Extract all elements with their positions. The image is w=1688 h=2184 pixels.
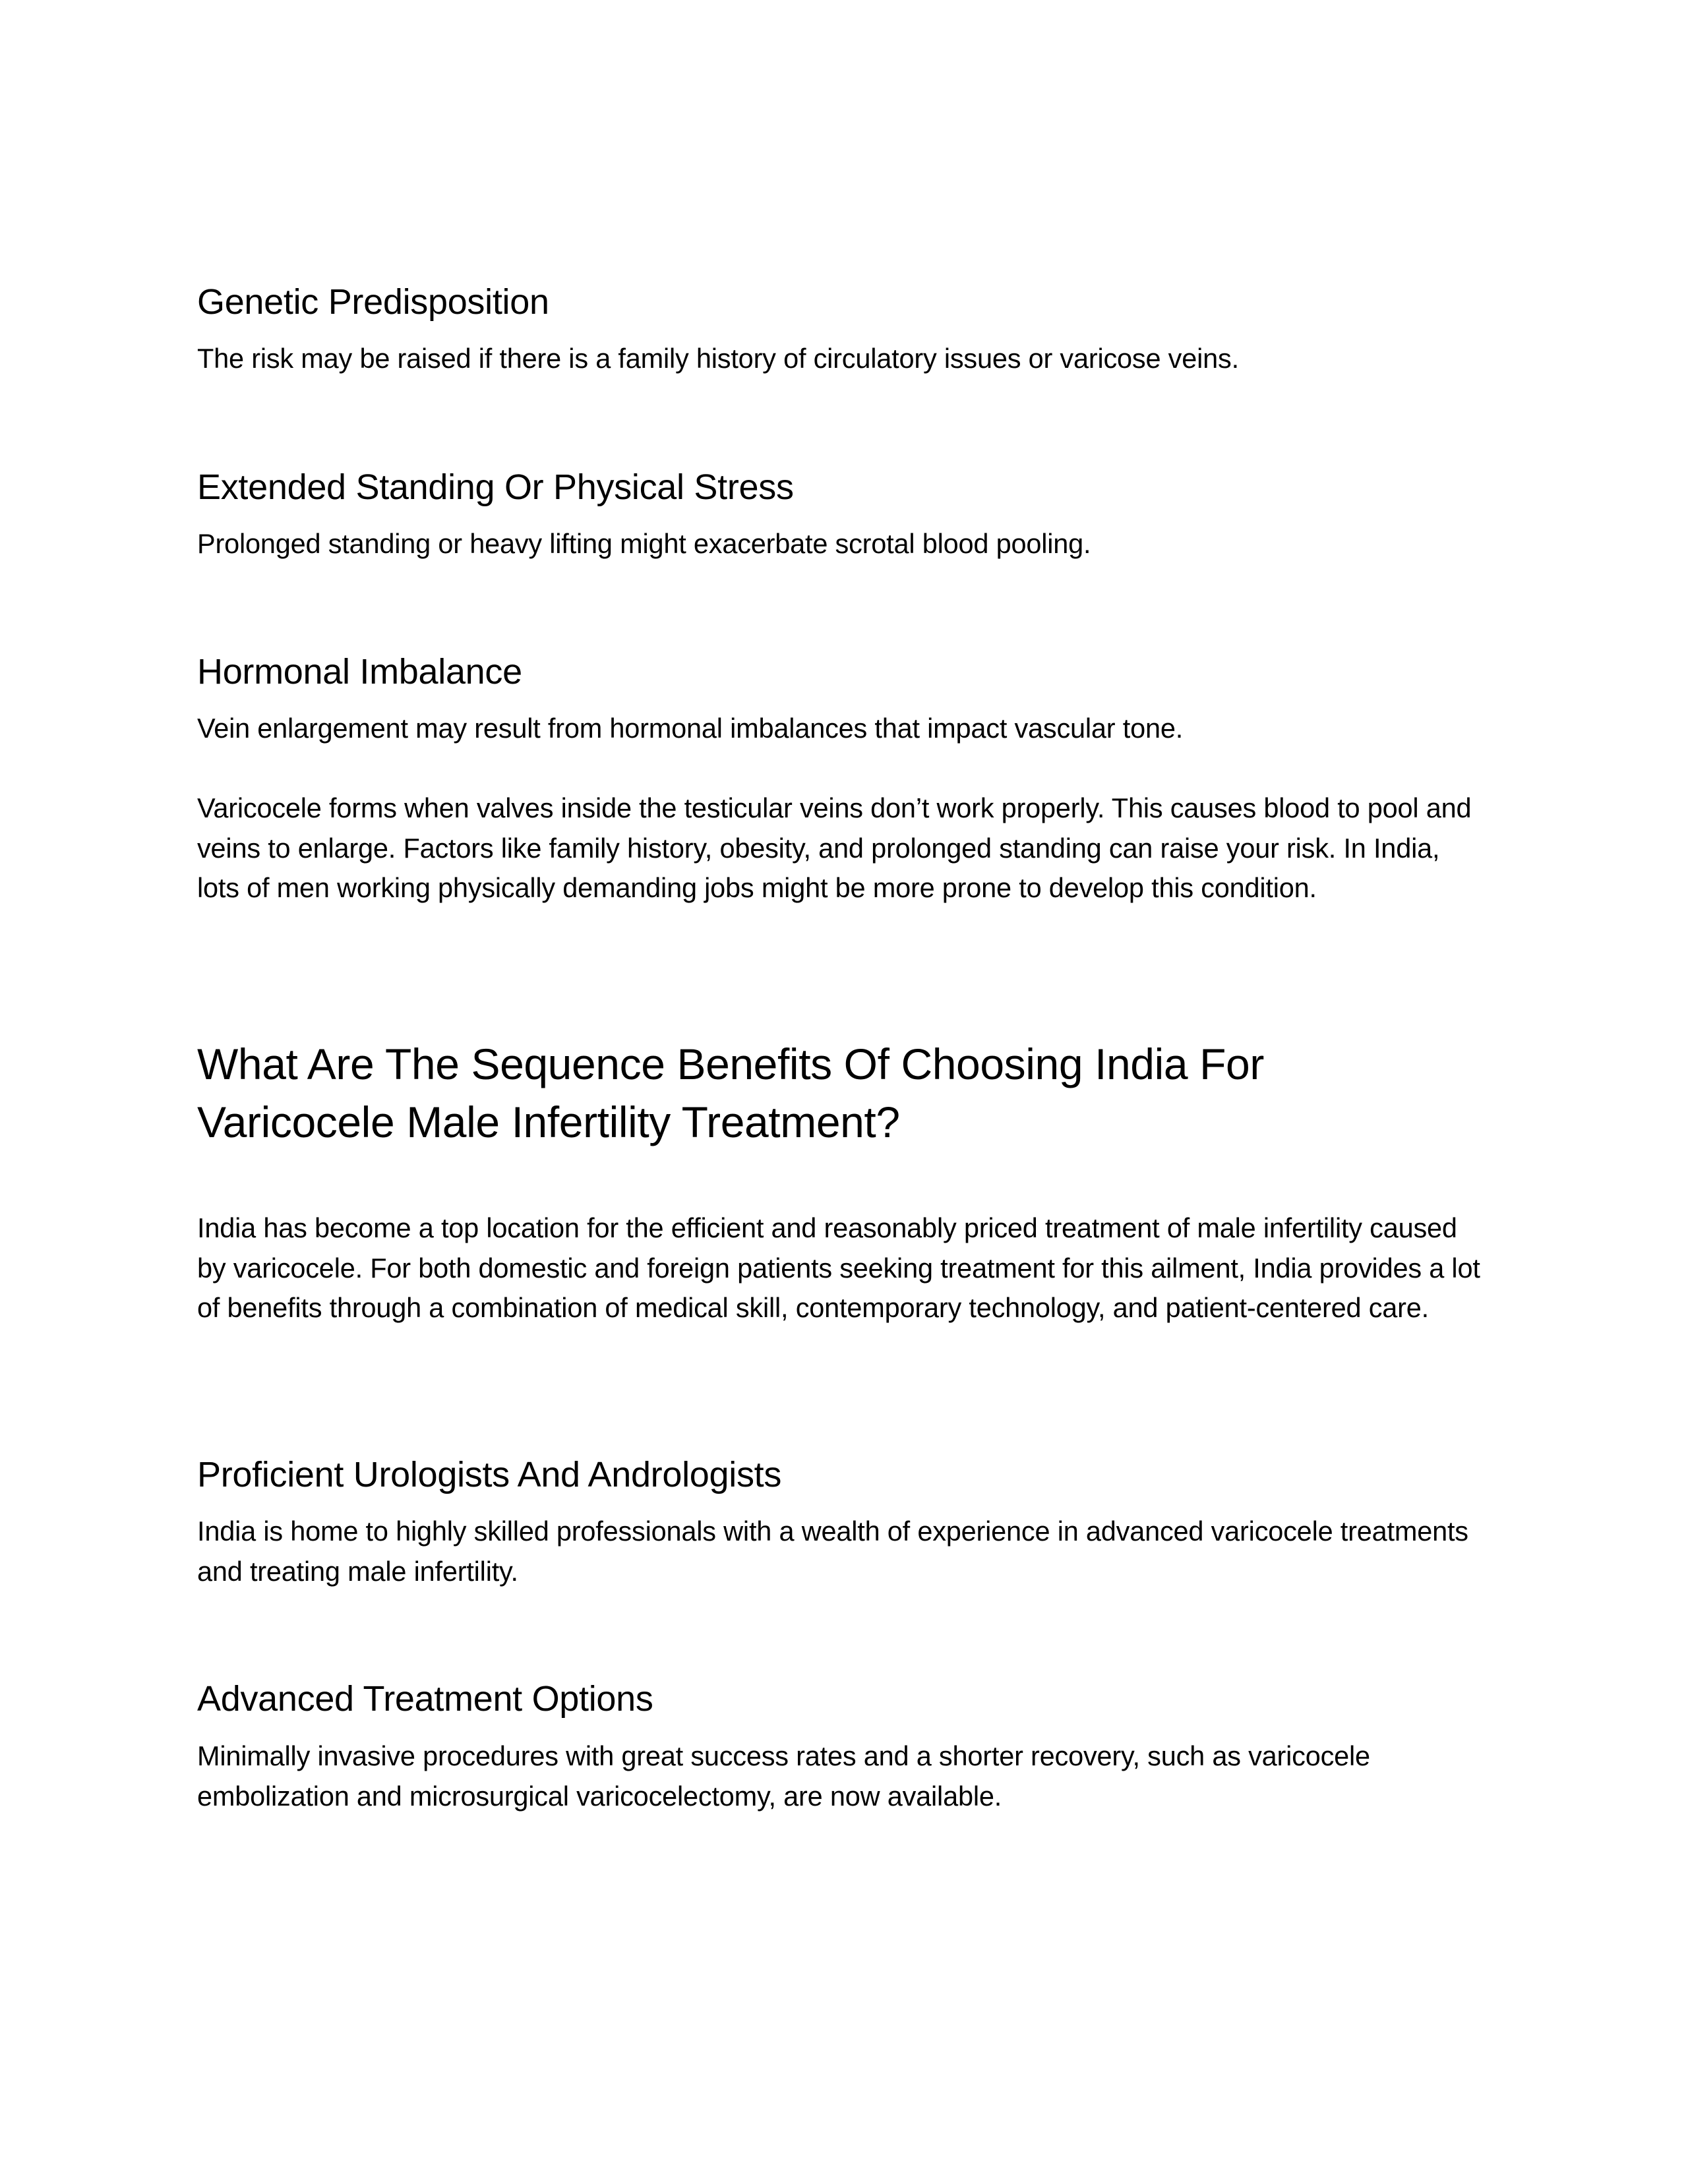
paragraph-varicocele-summary: Varicocele forms when valves inside the testicular veins don’t work properly. This causes blood to pool and veins to enlarge. Factors like family history, obesity, and prolonged standing can raise your risk. In India, lots of men working physically demanding jobs might be more prone to develop this condition. [197,792,1472,903]
paragraph-india-intro: India has become a top location for the efficient and reasonably priced treatment of male infertility caused by varicocele. For both domestic and foreign patients seeking treatment for this ailment, India provides a lot of benefits through a combination of medical skill, contemporary technology, and patient-centered care. [197,1212,1480,1323]
paragraph-advanced-treatment-options: Minimally invasive procedures with great success rates and a shorter recovery, such as varicocele embolization and microsurgical varicocelectomy, are now available. [197,1740,1370,1812]
heading-advanced-treatment-options: Advanced Treatment Options [197,1679,653,1719]
heading-genetic-predisposition: Genetic Predisposition [197,282,549,322]
heading-extended-standing: Extended Standing Or Physical Stress [197,467,794,507]
paragraph-proficient-urologists: India is home to highly skilled professionals with a wealth of experience in advanced varicocele treatments and treating male infertility. [197,1516,1468,1587]
heading-hormonal-imbalance: Hormonal Imbalance [197,652,522,692]
paragraph-genetic-predisposition: The risk may be raised if there is a family history of circulatory issues or varicose veins. [197,343,1239,374]
paragraph-hormonal-imbalance: Vein enlargement may result from hormonal imbalances that impact vascular tone. [197,713,1184,744]
section-heading-benefits-of-india: What Are The Sequence Benefits Of Choosing India For Varicocele Male Infertility Treatment? [197,1040,1264,1146]
paragraph-extended-standing: Prolonged standing or heavy lifting might exacerbate scrotal blood pooling. [197,528,1091,559]
heading-proficient-urologists: Proficient Urologists And Andrologists [197,1455,782,1494]
